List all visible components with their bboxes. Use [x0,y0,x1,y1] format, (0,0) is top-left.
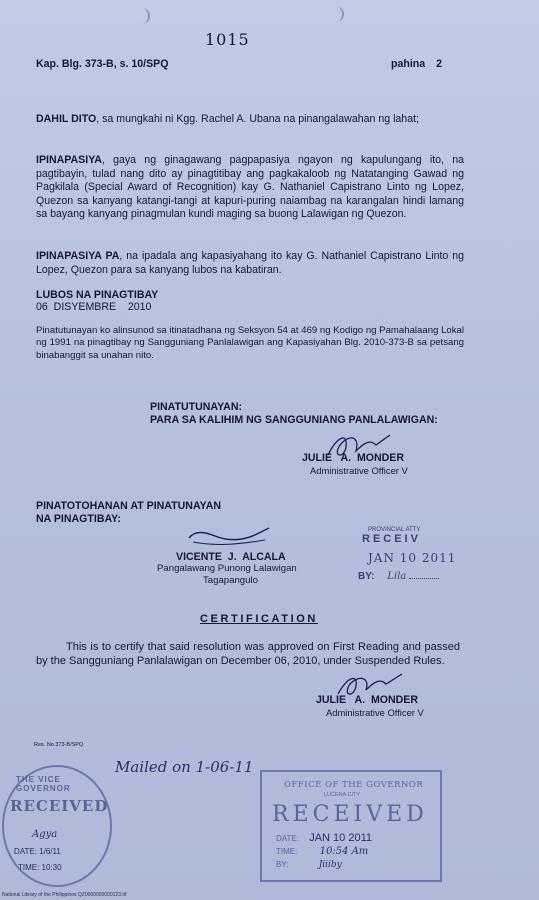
vice-stamp-time: TIME: 10:30 [18,863,62,872]
stamp-date: JAN 10 2011 [368,551,457,565]
vice-stamp-date: DATE: 1/6/11 [14,847,61,856]
stamp-by-line [409,578,439,579]
mailed-note: Mailed on 1-06-11 [115,758,254,776]
paragraph-lead: DAHIL DITO [36,113,97,125]
provincial-attorney-stamp [358,527,468,602]
stamp-by-value: Lila [387,571,407,582]
binder-mark-left [138,8,150,24]
stamp-by-row [358,571,468,582]
gov-stamp-time-label: TIME: [276,847,298,856]
vice-stamp-center: RECEIVED [10,797,109,815]
header-reference: Kap. Blg. 373-B, s. 10/SPQ [36,58,169,70]
stamp-top-text: PROVINCIAL ATTY [368,527,421,533]
vice-governor-stamp [2,765,112,887]
secretary-title: Administrative Officer V [310,465,408,476]
approval-date: 06 DISYEMBRE 2010 [36,301,152,313]
paragraph-body: , sa mungkahi ni Kgg. Rachel A. Ubana na pinangalawahan ng lahat; [96,113,419,125]
certification-body: This is to certify that said resolution was approved on First Reading and passed by the Sangguniang Panlalawigan on December 06, 2010, under Suspended Rules. [36,641,460,667]
approved-line-1: PINATOTOHANAN AT PINATUNAYAN [36,500,222,512]
gov-stamp-by-label: BY: [276,860,289,869]
header-page-number: pahina 2 [391,58,442,70]
gov-stamp-office: OFFICE OF THE GOVERNOR [284,780,424,790]
paragraph-ipinapasiya-pa [36,250,464,277]
binder-mark-right [332,6,344,22]
stamp-by-label: BY: [358,571,375,582]
governor-stamp [260,770,442,882]
paragraph-dahil-dito [36,113,464,127]
gov-stamp-time-row [276,846,368,857]
paragraph-body: , gaya ng ginagawang pagpapasiya ngayon ng kapulungang ito, na pagtibayin, tulad nang dito ay pinagtitibay ang pagkakaloob ng Natatanging Gawad ng Pagkilala (Special Award of Recognition) kay G. Nathaniel Capistrano Linto ng Lopez, Quezon sa kanyang katangi-tangi at kapuri-puring naiambag na karangalan hindi lamang sa bayang kanyang pinagmulan kundi maging sa buong Lalawigan ng Quezon. [36,154,464,221]
secretary2-name: JULIE A. MONDER [316,694,419,706]
secretary-name: JULIE A. MONDER [302,452,405,464]
gov-stamp-received: RECEIVED [272,802,428,827]
certification-note: Pinatutunayan ko alinsunod sa itinatadhana ng Seksyon 54 at 469 ng Kodigo ng Pamahalaang Lokal ng 1991 na pinagtibay ng Sangguniang Panlalawigan ang Kapasiyahan Blg. 2010-373-B sa petsang binabanggit sa unahan nito. [36,325,464,361]
gov-stamp-date-value: JAN 10 2011 [309,832,372,844]
gov-stamp-date-label: DATE: [276,834,299,843]
presiding-title-2: Tagapangulo [203,575,258,586]
attest-line-2: PARA SA KALIHIM NG SANGGUNIANG PANLALAWIGAN: [150,414,438,426]
gov-stamp-date-row [276,832,372,844]
paragraph-body: , na ipadala ang kapasiyahang ito kay G. Nathaniel Capistrano Linto ng Lopez, Quezon para sa kanyang lubos na kabatiran. [36,250,464,276]
approved-line-2: NA PINAGTIBAY: [36,513,121,525]
gov-stamp-city: LUCENA CITY [324,792,361,798]
vice-stamp-top: THE VICE GOVERNOR [16,775,71,793]
paragraph-ipinapasiya [36,154,464,222]
signature-vicente-alcala [185,520,275,550]
paragraph-lead: IPINAPASIYA PA [36,250,120,262]
page-number-top: 1015 [205,30,250,49]
vice-stamp-by: Agya [32,829,58,840]
secretary2-title: Administrative Officer V [326,707,424,718]
small-reference: Res. No.373-B/SPQ [34,742,84,748]
gov-stamp-time-value: 10:54 Am [319,846,369,857]
gov-stamp-by-row [276,860,342,870]
gov-stamp-by-value: Jiiiby [318,860,342,870]
stamp-received-text: RECEIV [362,533,421,545]
presiding-name: VICENTE J. ALCALA [176,551,286,563]
paragraph-lead: IPINAPASIYA [36,154,102,166]
attest-line-1: PINATUTUNAYAN: [150,401,243,413]
footer-caption: National Library of the Philippines QZ0000000000123.tif [2,892,127,898]
certification-heading: CERTIFICATION [200,613,318,625]
presiding-title-1: Pangalawang Punong Lalawigan [157,563,297,574]
approval-label: LUBOS NA PINAGTIBAY [36,289,159,301]
